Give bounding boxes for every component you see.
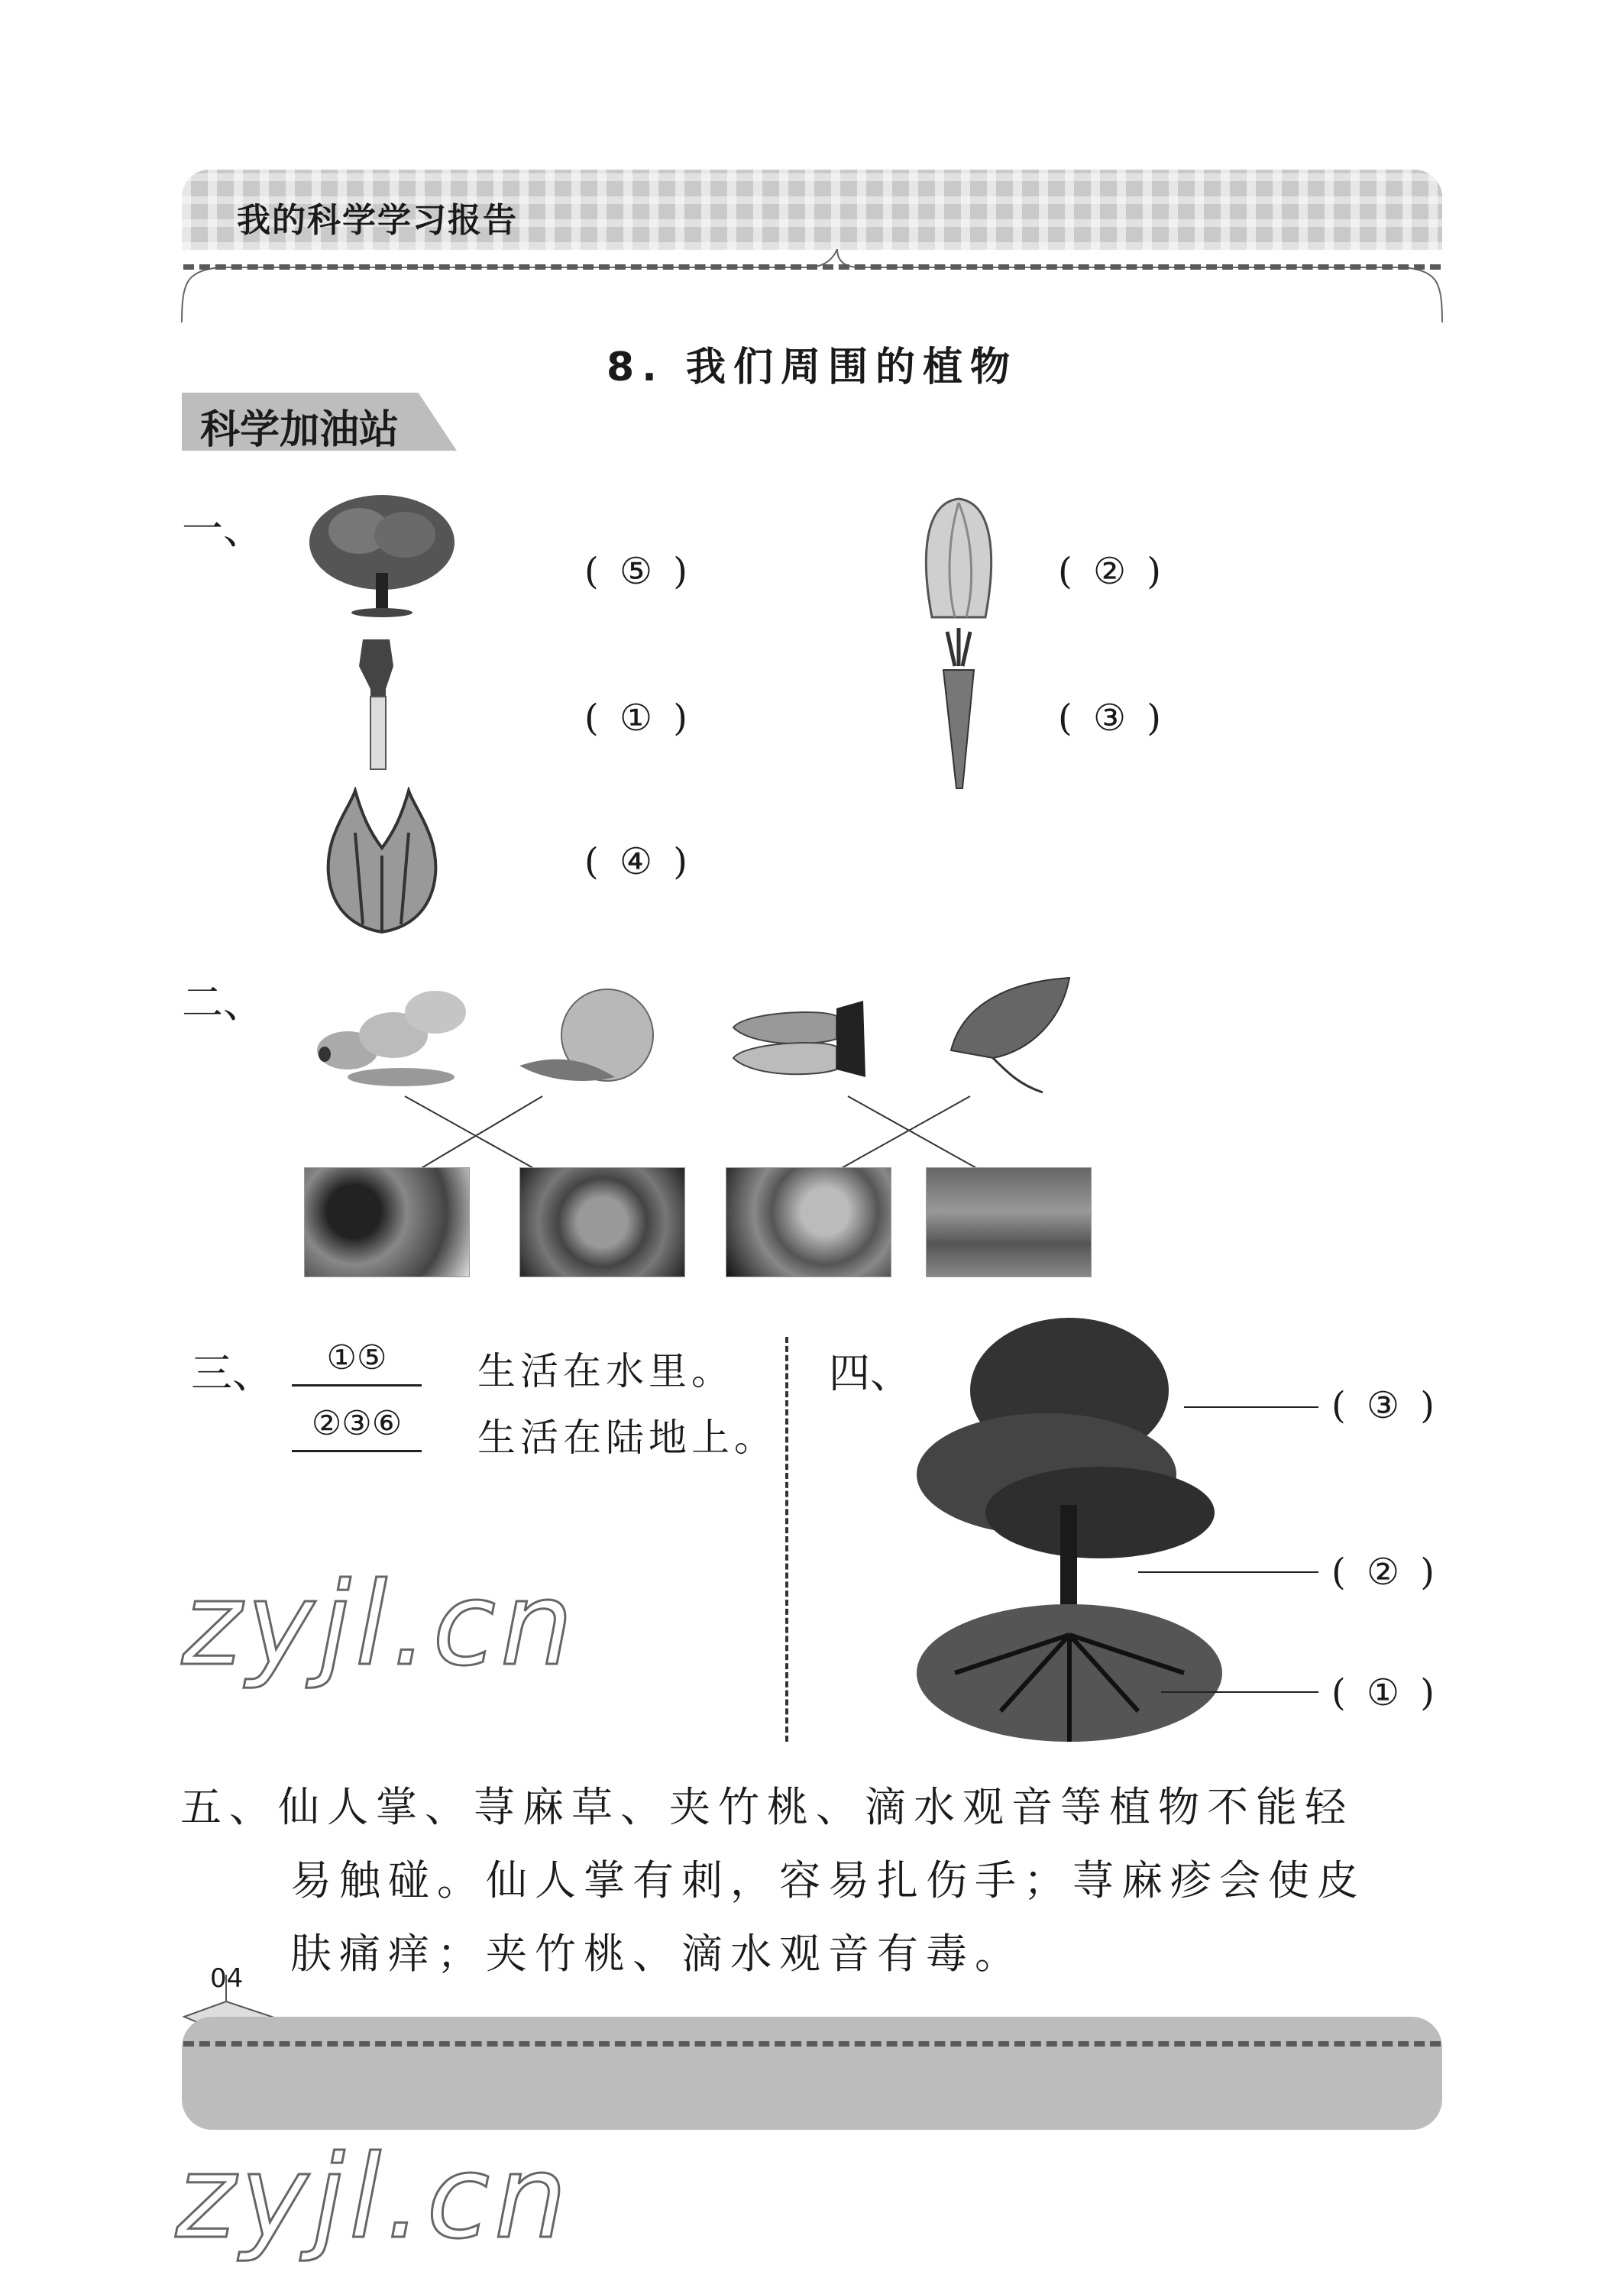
q5-line-2: 易触碰。仙人掌有刺，容易扎伤手；荨麻疹会使皮 (290, 1856, 1366, 1904)
header-divider (183, 264, 1441, 270)
footer-divider (183, 2041, 1441, 2047)
peach-illustration (516, 985, 668, 1092)
q1-answer-tree: ( ⑤ ) (584, 550, 692, 593)
photo-ginkgo-tree (726, 1167, 891, 1277)
q1-answer-cabbage: ( ② ) (1058, 550, 1166, 593)
lettuce-illustration (317, 787, 447, 936)
watermark-1: zyjl.cn (182, 1558, 578, 1691)
header-title: 我的科学学习报告 (237, 201, 518, 240)
photo-tree-branches (304, 1167, 470, 1277)
q4-number: 四、 (829, 1349, 911, 1397)
cabbage-illustration (917, 495, 1001, 625)
footer-band (182, 2017, 1442, 2130)
q5-line-3: 肤痛痒；夹竹桃、滴水观音有毒。 (290, 1930, 1024, 1978)
q5-line-1: 仙人掌、荨麻草、夹竹桃、滴水观音等植物不能轻 (278, 1783, 1354, 1831)
q1-answer-carrot: ( ③ ) (1058, 697, 1166, 739)
lotus-root-illustration (309, 978, 481, 1092)
radish-illustration (730, 993, 867, 1085)
lesson-title: 8. 我们周围的植物 (606, 345, 1018, 390)
q3-text-2: 生活在陆地上。 (477, 1416, 777, 1460)
q2-matching-lines (397, 1092, 993, 1176)
carrot-illustration (932, 628, 985, 792)
q3-blank-1: ①⑤ (292, 1338, 422, 1387)
page-number: 04 (210, 1963, 244, 1994)
q3-number: 三、 (191, 1349, 273, 1397)
q3-q4-divider (785, 1337, 788, 1742)
photo-vegetable-field (926, 1167, 1092, 1277)
watermark-2: zyjl.cn (176, 2131, 572, 2264)
q5-number: 五、 (180, 1783, 278, 1831)
photo-lotus-leaves (519, 1167, 685, 1277)
leek-illustration (348, 636, 409, 773)
q3-text-1: 生活在水里。 (477, 1349, 734, 1393)
q3-blank-2: ②③⑥ (292, 1404, 422, 1452)
q1-answer-leek: ( ① ) (584, 697, 692, 739)
header-tab-outline (180, 249, 1444, 325)
tree-label-leaders (1138, 1398, 1322, 1704)
q4-label-middle: ( ② ) (1331, 1551, 1439, 1594)
q5-paragraph (180, 1771, 1448, 1991)
ginkgo-leaf-illustration (947, 974, 1077, 1096)
q4-label-bottom: ( ① ) (1331, 1671, 1439, 1714)
q1-number: 一、 (182, 505, 264, 553)
section-label: 科学加油站 (200, 406, 400, 453)
tree-illustration (306, 489, 458, 623)
q1-answer-lettuce: ( ④ ) (584, 840, 692, 883)
q2-number: 二、 (182, 979, 264, 1027)
q4-label-top: ( ③ ) (1331, 1384, 1439, 1427)
